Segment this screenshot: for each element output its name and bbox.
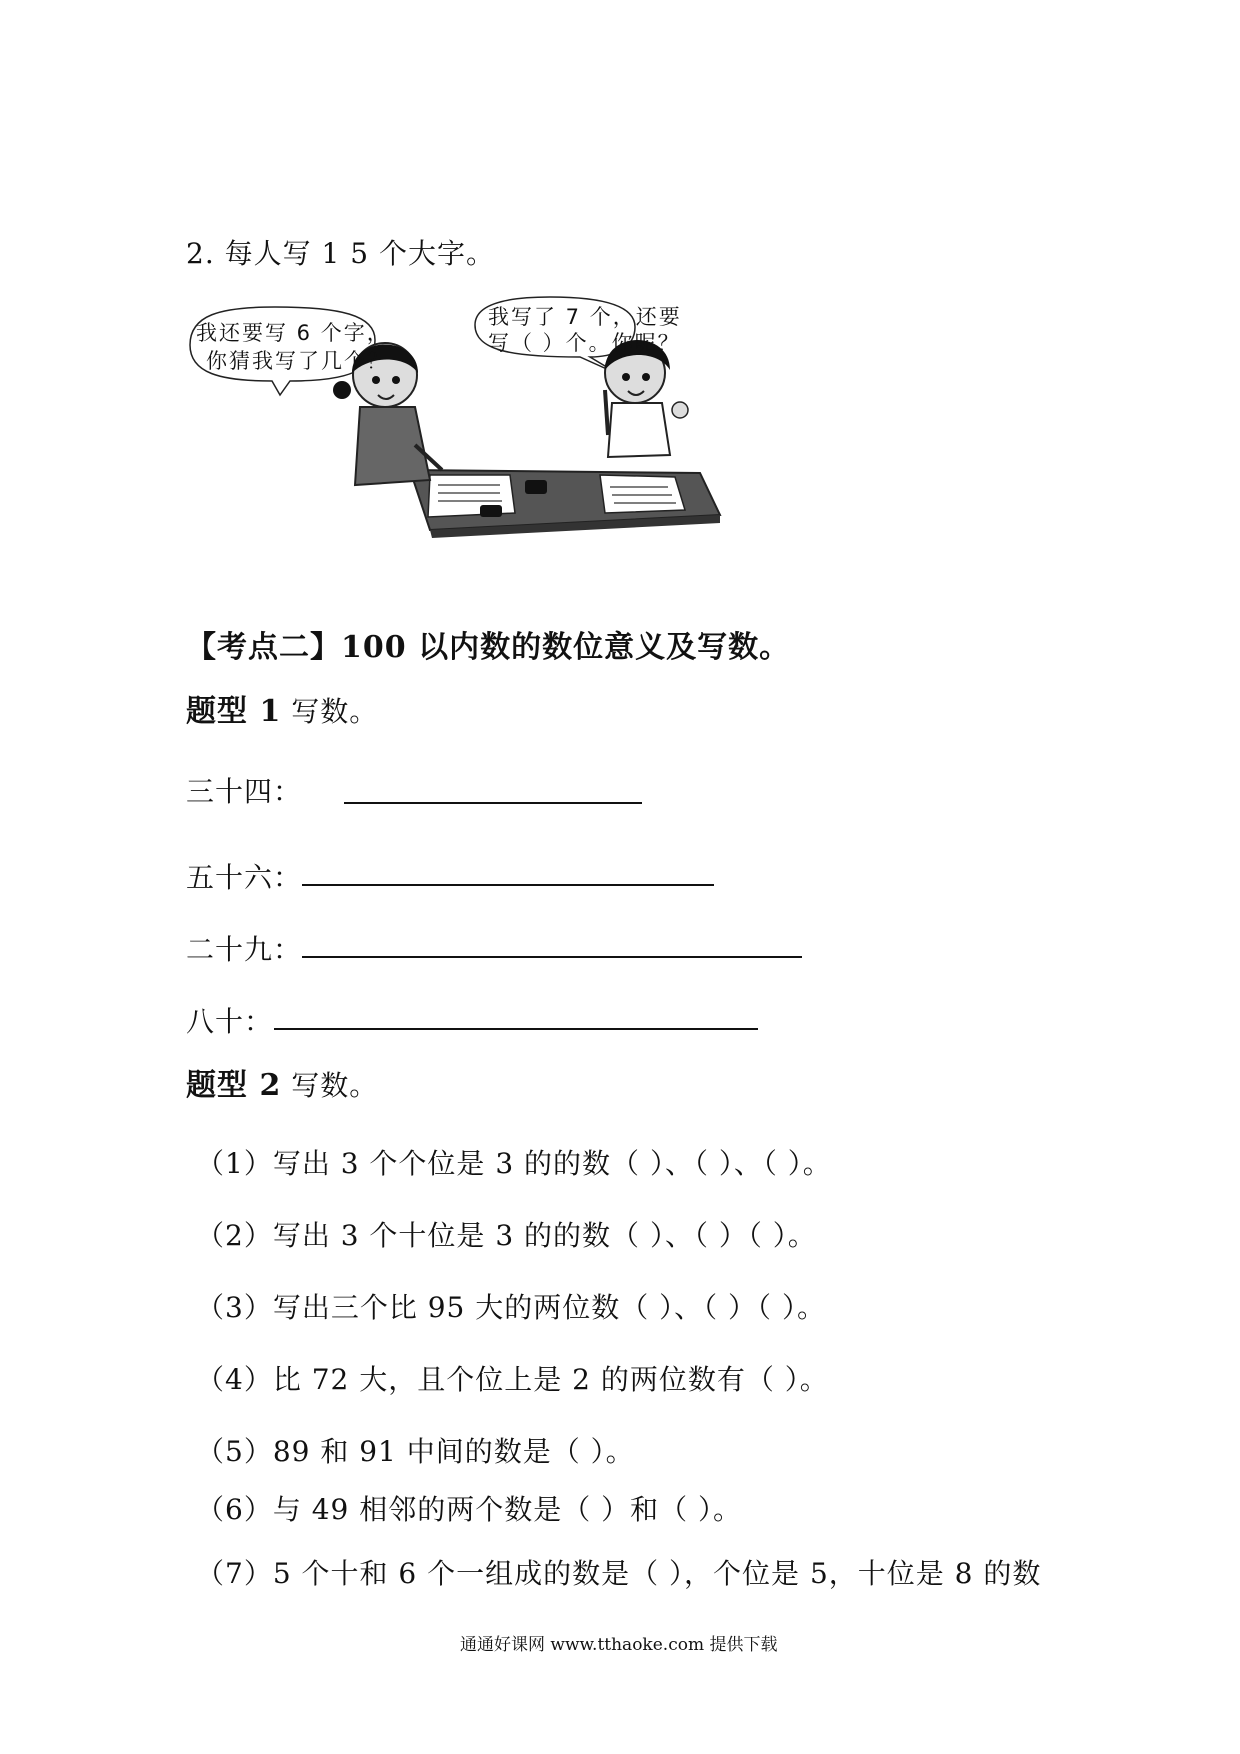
footer-credit: 通通好课网 www.tthaoke.com 提供下载 [460, 1635, 778, 1655]
write-item-label: 二十九： [186, 933, 303, 966]
left-bubble-line-2: 你猜我写了几个？ [206, 349, 390, 373]
type-1-text: 写数。 [291, 695, 379, 728]
answer-line[interactable] [302, 956, 802, 958]
question-6: （6）与 49 相邻的两个数是（ ）和（ ）。 [196, 1493, 743, 1526]
left-bubble-line-1: 我还要写 6 个字， [196, 321, 390, 345]
answer-line[interactable] [344, 802, 642, 804]
question-2: （2）写出 3 个十位是 3 的的数（ ）、（ ）（ ）。 [196, 1219, 817, 1252]
problem-2-title: 2. 每人写 1 5 个大字。 [186, 237, 495, 270]
question-3: （3）写出三个比 95 大的两位数（ ）、（ ）（ ）。 [196, 1291, 826, 1324]
type-2-text: 写数。 [291, 1069, 379, 1102]
question-7: （7）5 个十和 6 个一组成的数是（ ），个位是 5，十位是 8 的数 [196, 1557, 1042, 1590]
section-heading: 【考点二】100 以内数的数位意义及写数。 [186, 630, 791, 665]
write-item-label: 五十六： [186, 861, 303, 894]
type-1-label: 题型 1 [186, 694, 282, 729]
right-bubble-line-2: 写（ ）个。你呢？ [488, 331, 681, 355]
write-item-label: 八十： [186, 1005, 274, 1038]
question-4: （4）比 72 大，且个位上是 2 的两位数有（ ）。 [196, 1363, 829, 1396]
answer-line[interactable] [302, 884, 714, 886]
question-1: （1）写出 3 个个位是 3 的的数（ ）、（ ）、（ ）。 [196, 1147, 832, 1180]
illustration [180, 295, 770, 545]
type-1-header [186, 686, 378, 730]
write-item-label: 三十四： [186, 775, 303, 808]
question-5: （5）89 和 91 中间的数是（ ）。 [196, 1435, 635, 1468]
type-2-header [186, 1060, 378, 1104]
right-bubble-line-1: 我写了 7 个，还要 [488, 305, 682, 329]
answer-line[interactable] [274, 1028, 758, 1030]
type-2-label: 题型 2 [186, 1068, 282, 1103]
